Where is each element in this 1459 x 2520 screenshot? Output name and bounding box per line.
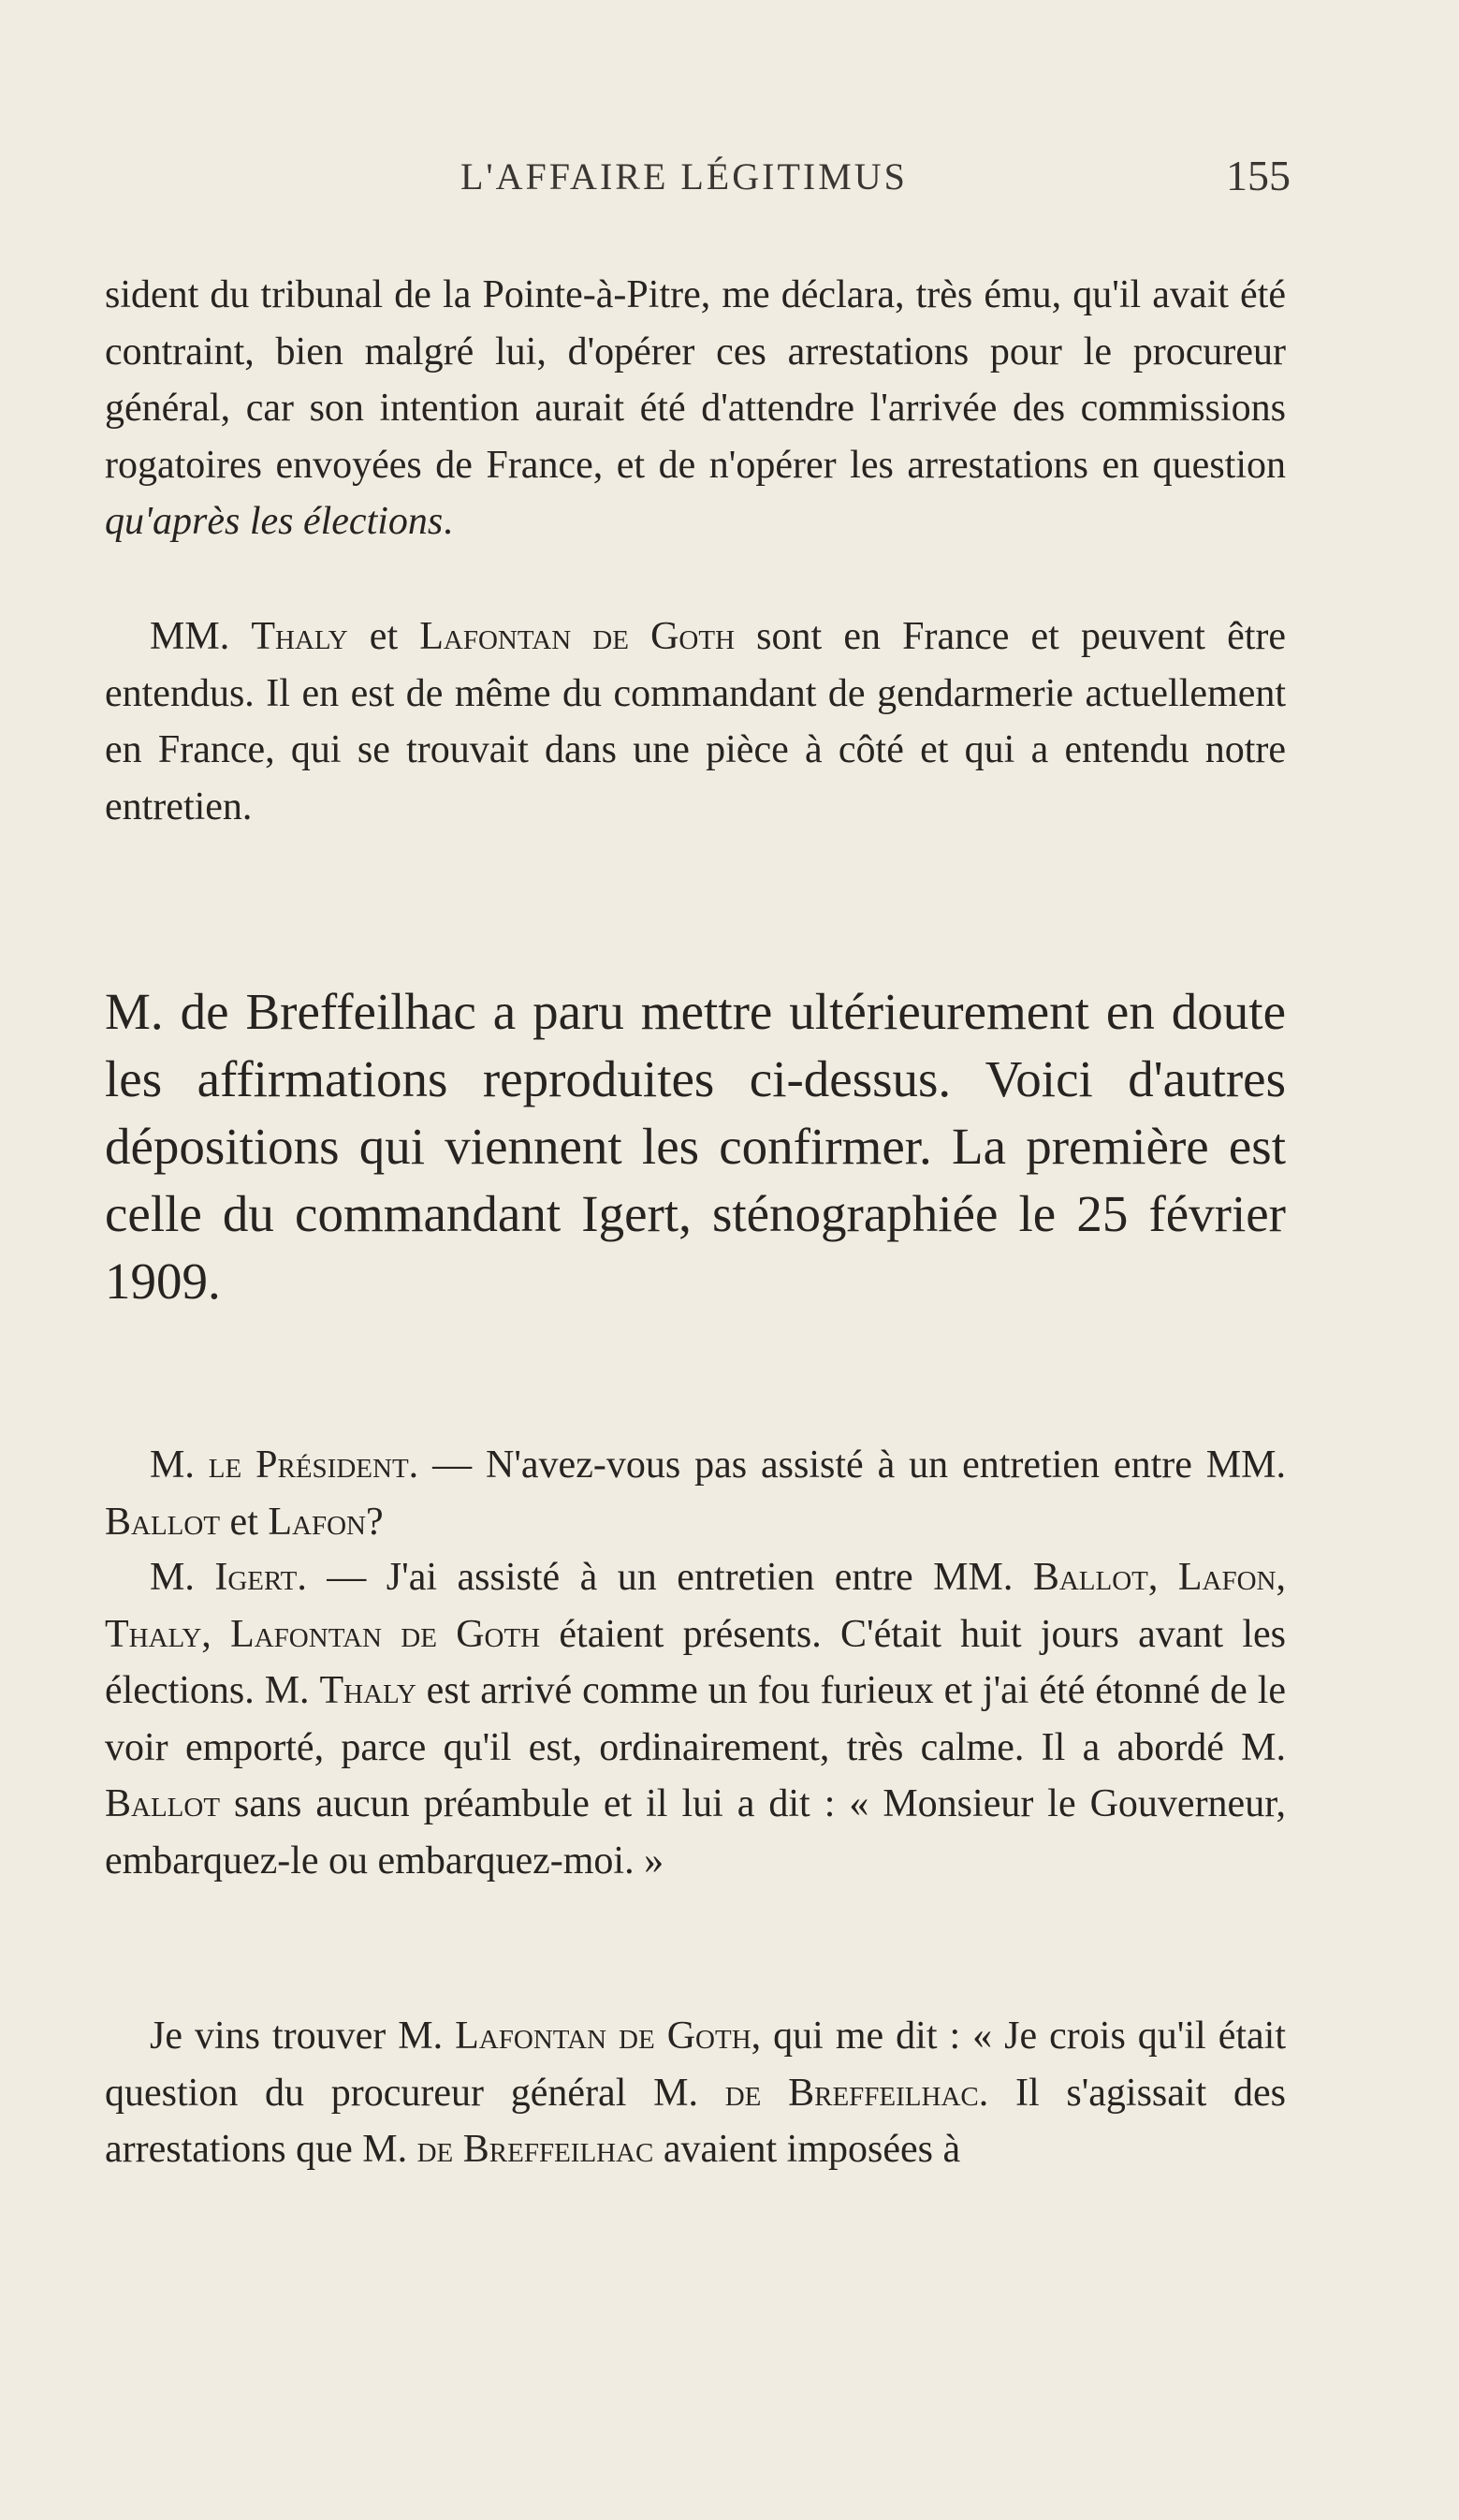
name-thaly: Thaly — [319, 1669, 416, 1712]
paragraph-text: M. de Breffeilhac a paru mettre ultérieurement en doute les affirmations reproduites ci-dessus. Voici d'autres dépositions qui viennent les confirmer. La première est celle du commandant Igert, sténographiée le 25 février 1909. — [105, 983, 1286, 1310]
paragraph-text: Je vins trouver M. — [150, 2015, 456, 2058]
name-ballot: Ballot — [105, 1500, 221, 1544]
paragraph-witnesses — [105, 608, 1286, 835]
name-list: Ballot, Lafon, Thaly, Lafontan de Goth — [105, 1556, 1286, 1656]
name-lafontan: Lafontan de Goth — [455, 2015, 751, 2058]
name-breffeilhac: de Breffeilhac — [724, 2071, 979, 2115]
punctuation: . — [443, 500, 453, 543]
paragraph-text: sont en France et peuvent être entendus. Il en est de même du commandant de gendarmerie actuellement en France, qui se trouvait dans une pièce à côté et qui a entendu notre entretien. — [105, 615, 1287, 828]
honorific: M. — [150, 1443, 209, 1487]
paragraph-commentary — [105, 978, 1286, 1315]
paragraph-text: , qui me dit : « Je crois qu'il était question du procureur général M. — [105, 2015, 1287, 2115]
paragraph-text: sans aucun préambule et il lui a dit : « Monsieur le Gouverneur, embarquez-le ou embarquez-moi. » — [105, 1782, 1286, 1883]
paragraph-lafontan — [105, 2008, 1286, 2178]
conjunction: et — [220, 1500, 269, 1544]
paragraph-text: étaient présents. C'était huit jours avant les élections. M. — [105, 1612, 1286, 1712]
paragraph-text: . — N'avez-vous pas assisté à un entretien entre MM. — [408, 1443, 1286, 1487]
name-thaly: Thaly — [251, 615, 348, 658]
name-ballot: Ballot — [105, 1782, 221, 1825]
punctuation: ? — [365, 1500, 384, 1544]
page-number: 155 — [1226, 152, 1291, 199]
paragraph-text: est arrivé comme un fou furieux et j'ai été étonné de le voir emporté, parce qu'il est, ordinairement, très calme. Il a abordé M. — [105, 1669, 1286, 1769]
paragraph-text: . Il s'agissait des arrestations que M. — [105, 2071, 1286, 2171]
running-head — [105, 154, 1291, 211]
speaker-igert: Igert — [214, 1556, 298, 1599]
honorific: MM. — [150, 615, 230, 658]
name-lafon: Lafon — [268, 1500, 366, 1544]
paragraph-text: avaient imposées à — [653, 2128, 961, 2171]
paragraph-text: . — J'ai assisté à un entretien entre MM. — [297, 1556, 1033, 1599]
paragraph-igert-answer — [105, 1549, 1286, 1889]
paragraph-tribunal — [105, 267, 1286, 550]
honorific: M. — [150, 1556, 215, 1599]
italic-phrase: qu'après les élections — [105, 500, 444, 543]
paragraph-text: sident du tribunal de la Pointe-à-Pitre, me déclara, très ému, qu'il avait été contraint, bien malgré lui, d'opérer ces arrestations pour le procureur général, car son intention aurait été d'attendre l'arrivée des commissions rogatoires envoyées de France, et de n'opérer les arrestations en question — [105, 273, 1286, 487]
name-lafontan: Lafontan de Goth — [419, 615, 736, 658]
conjunction: et — [347, 615, 420, 658]
speaker-president: le Président — [208, 1443, 409, 1487]
running-title: L'AFFAIRE LÉGITIMUS — [460, 155, 908, 198]
paragraph-president-question — [105, 1437, 1286, 1550]
name-breffeilhac: de Breffeilhac — [416, 2128, 654, 2171]
